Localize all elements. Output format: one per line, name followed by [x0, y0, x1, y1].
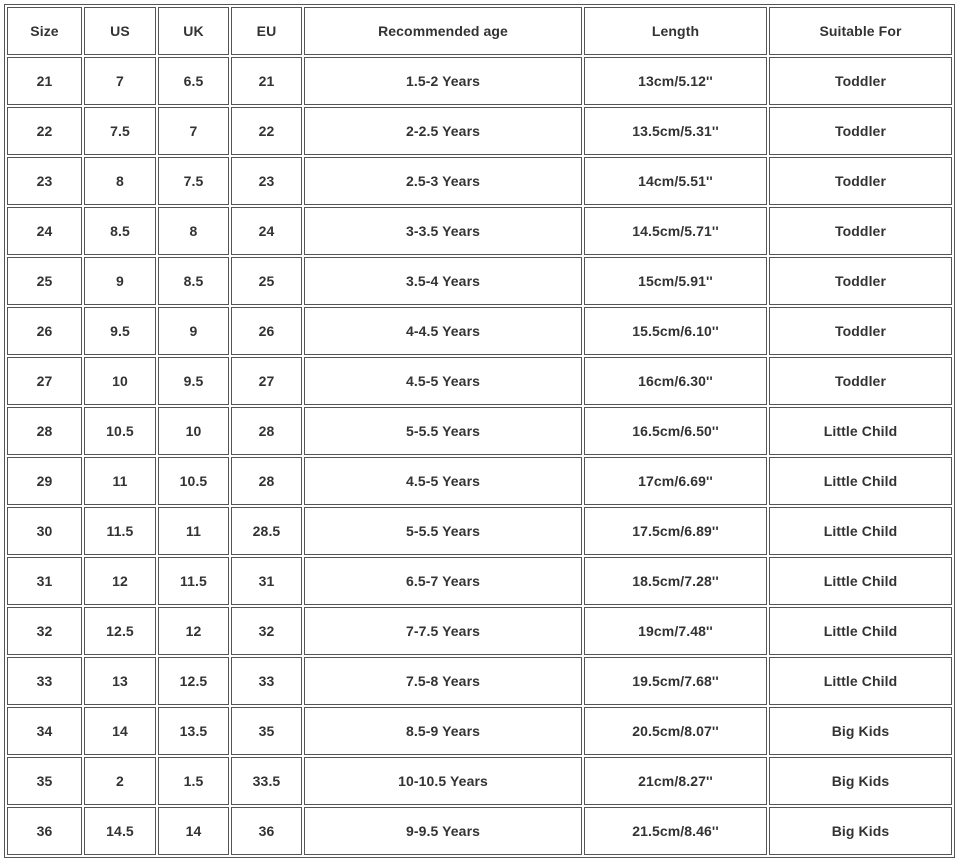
cell-us: 7.5 — [84, 107, 156, 155]
table-row — [7, 307, 952, 355]
cell-suitable-for: Big Kids — [769, 757, 952, 805]
table-row — [7, 157, 952, 205]
size-chart-container — [4, 4, 953, 858]
table-row — [7, 757, 952, 805]
cell-size: 31 — [7, 557, 82, 605]
cell-us: 7 — [84, 57, 156, 105]
cell-size: 34 — [7, 707, 82, 755]
table-row — [7, 607, 952, 655]
cell-recommended-age: 8.5-9 Years — [304, 707, 582, 755]
cell-suitable-for: Little Child — [769, 607, 952, 655]
cell-uk: 9 — [158, 307, 229, 355]
cell-recommended-age: 2-2.5 Years — [304, 107, 582, 155]
cell-length: 15cm/5.91'' — [584, 257, 767, 305]
cell-recommended-age: 4.5-5 Years — [304, 357, 582, 405]
cell-suitable-for: Toddler — [769, 207, 952, 255]
cell-size: 26 — [7, 307, 82, 355]
cell-size: 36 — [7, 807, 82, 855]
cell-recommended-age: 3.5-4 Years — [304, 257, 582, 305]
cell-suitable-for: Big Kids — [769, 707, 952, 755]
cell-recommended-age: 9-9.5 Years — [304, 807, 582, 855]
cell-uk: 13.5 — [158, 707, 229, 755]
header-length: Length — [584, 7, 767, 55]
cell-us: 14.5 — [84, 807, 156, 855]
cell-size: 32 — [7, 607, 82, 655]
cell-length: 16cm/6.30'' — [584, 357, 767, 405]
cell-recommended-age: 10-10.5 Years — [304, 757, 582, 805]
cell-eu: 31 — [231, 557, 302, 605]
cell-us: 11 — [84, 457, 156, 505]
cell-size: 27 — [7, 357, 82, 405]
cell-recommended-age: 6.5-7 Years — [304, 557, 582, 605]
cell-uk: 10 — [158, 407, 229, 455]
header-recommended-age: Recommended age — [304, 7, 582, 55]
header-row — [7, 7, 952, 55]
cell-recommended-age: 5-5.5 Years — [304, 507, 582, 555]
cell-eu: 28 — [231, 407, 302, 455]
size-chart-header — [7, 7, 952, 55]
cell-size: 33 — [7, 657, 82, 705]
cell-length: 21.5cm/8.46'' — [584, 807, 767, 855]
cell-uk: 12 — [158, 607, 229, 655]
cell-size: 29 — [7, 457, 82, 505]
cell-length: 14cm/5.51'' — [584, 157, 767, 205]
cell-us: 12 — [84, 557, 156, 605]
cell-us: 2 — [84, 757, 156, 805]
cell-length: 19.5cm/7.68'' — [584, 657, 767, 705]
cell-eu: 32 — [231, 607, 302, 655]
cell-recommended-age: 4-4.5 Years — [304, 307, 582, 355]
cell-eu: 22 — [231, 107, 302, 155]
cell-recommended-age: 7.5-8 Years — [304, 657, 582, 705]
cell-eu: 27 — [231, 357, 302, 405]
cell-uk: 12.5 — [158, 657, 229, 705]
cell-length: 15.5cm/6.10'' — [584, 307, 767, 355]
cell-eu: 33.5 — [231, 757, 302, 805]
cell-suitable-for: Toddler — [769, 157, 952, 205]
table-row — [7, 107, 952, 155]
cell-suitable-for: Toddler — [769, 357, 952, 405]
cell-eu: 23 — [231, 157, 302, 205]
table-row — [7, 407, 952, 455]
cell-length: 19cm/7.48'' — [584, 607, 767, 655]
table-row — [7, 207, 952, 255]
cell-size: 30 — [7, 507, 82, 555]
cell-length: 21cm/8.27'' — [584, 757, 767, 805]
table-row — [7, 457, 952, 505]
cell-size: 22 — [7, 107, 82, 155]
cell-us: 12.5 — [84, 607, 156, 655]
cell-eu: 33 — [231, 657, 302, 705]
cell-uk: 8.5 — [158, 257, 229, 305]
cell-eu: 25 — [231, 257, 302, 305]
cell-size: 23 — [7, 157, 82, 205]
header-us: US — [84, 7, 156, 55]
table-row — [7, 257, 952, 305]
header-uk: UK — [158, 7, 229, 55]
cell-us: 10.5 — [84, 407, 156, 455]
cell-length: 14.5cm/5.71'' — [584, 207, 767, 255]
cell-length: 17.5cm/6.89'' — [584, 507, 767, 555]
cell-uk: 11.5 — [158, 557, 229, 605]
cell-size: 21 — [7, 57, 82, 105]
cell-uk: 7 — [158, 107, 229, 155]
cell-uk: 7.5 — [158, 157, 229, 205]
cell-eu: 26 — [231, 307, 302, 355]
cell-us: 8 — [84, 157, 156, 205]
cell-eu: 24 — [231, 207, 302, 255]
cell-recommended-age: 2.5-3 Years — [304, 157, 582, 205]
cell-recommended-age: 1.5-2 Years — [304, 57, 582, 105]
cell-recommended-age: 4.5-5 Years — [304, 457, 582, 505]
cell-uk: 1.5 — [158, 757, 229, 805]
cell-suitable-for: Little Child — [769, 557, 952, 605]
cell-us: 13 — [84, 657, 156, 705]
table-row — [7, 807, 952, 855]
cell-eu: 36 — [231, 807, 302, 855]
header-size: Size — [7, 7, 82, 55]
cell-size: 35 — [7, 757, 82, 805]
cell-us: 9 — [84, 257, 156, 305]
cell-length: 20.5cm/8.07'' — [584, 707, 767, 755]
table-row — [7, 657, 952, 705]
cell-recommended-age: 3-3.5 Years — [304, 207, 582, 255]
cell-uk: 10.5 — [158, 457, 229, 505]
size-chart-table — [4, 4, 955, 858]
cell-us: 14 — [84, 707, 156, 755]
cell-suitable-for: Toddler — [769, 257, 952, 305]
table-row — [7, 57, 952, 105]
cell-us: 9.5 — [84, 307, 156, 355]
cell-uk: 9.5 — [158, 357, 229, 405]
cell-uk: 11 — [158, 507, 229, 555]
cell-eu: 21 — [231, 57, 302, 105]
cell-eu: 28.5 — [231, 507, 302, 555]
cell-recommended-age: 7-7.5 Years — [304, 607, 582, 655]
table-row — [7, 357, 952, 405]
cell-suitable-for: Little Child — [769, 457, 952, 505]
cell-suitable-for: Toddler — [769, 307, 952, 355]
cell-eu: 28 — [231, 457, 302, 505]
cell-length: 13.5cm/5.31'' — [584, 107, 767, 155]
cell-size: 28 — [7, 407, 82, 455]
cell-length: 16.5cm/6.50'' — [584, 407, 767, 455]
table-row — [7, 557, 952, 605]
cell-us: 11.5 — [84, 507, 156, 555]
table-row — [7, 507, 952, 555]
table-row — [7, 707, 952, 755]
cell-recommended-age: 5-5.5 Years — [304, 407, 582, 455]
cell-us: 8.5 — [84, 207, 156, 255]
header-suitable-for: Suitable For — [769, 7, 952, 55]
cell-suitable-for: Toddler — [769, 57, 952, 105]
cell-length: 17cm/6.69'' — [584, 457, 767, 505]
cell-uk: 6.5 — [158, 57, 229, 105]
cell-us: 10 — [84, 357, 156, 405]
cell-uk: 8 — [158, 207, 229, 255]
cell-suitable-for: Little Child — [769, 657, 952, 705]
cell-size: 24 — [7, 207, 82, 255]
cell-eu: 35 — [231, 707, 302, 755]
cell-uk: 14 — [158, 807, 229, 855]
cell-length: 13cm/5.12'' — [584, 57, 767, 105]
cell-length: 18.5cm/7.28'' — [584, 557, 767, 605]
header-eu: EU — [231, 7, 302, 55]
cell-suitable-for: Toddler — [769, 107, 952, 155]
cell-suitable-for: Big Kids — [769, 807, 952, 855]
cell-suitable-for: Little Child — [769, 407, 952, 455]
cell-size: 25 — [7, 257, 82, 305]
cell-suitable-for: Little Child — [769, 507, 952, 555]
size-chart-body — [7, 57, 952, 855]
